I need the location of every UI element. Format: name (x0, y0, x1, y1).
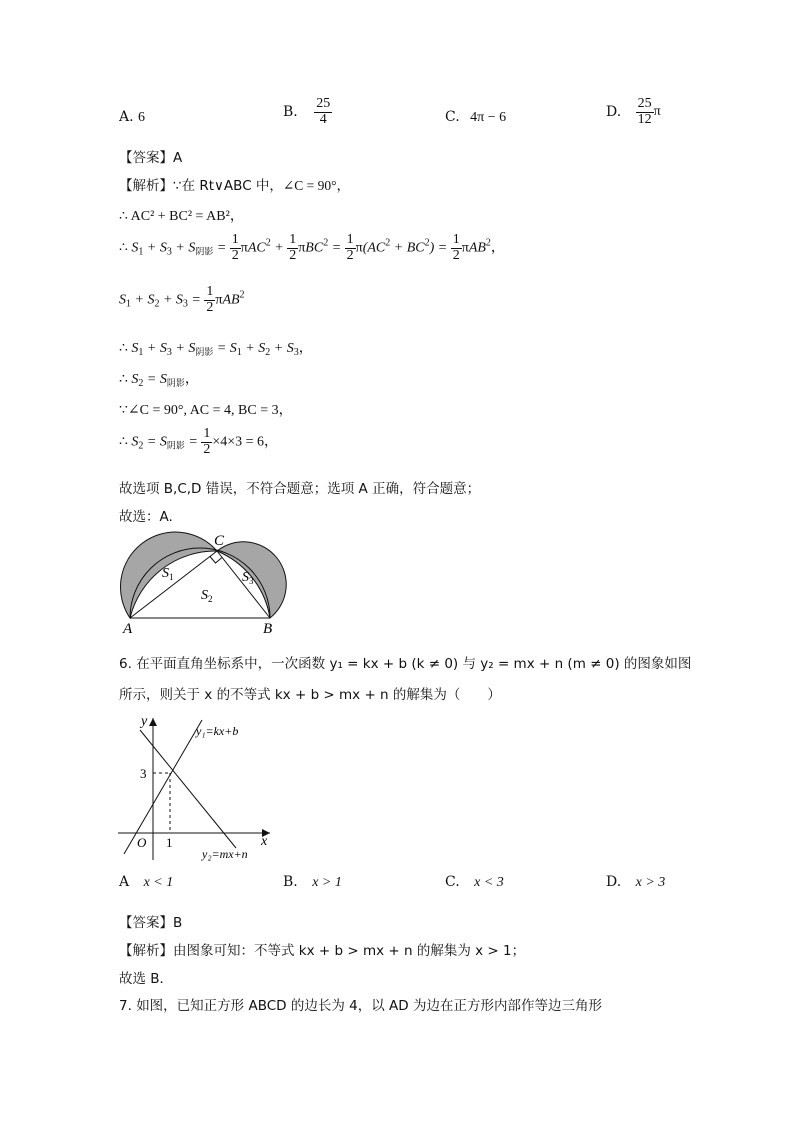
figure-linear-graph (112, 708, 282, 866)
axis-y-label: y (141, 714, 148, 729)
option-label: A. (119, 109, 134, 125)
q5-option-c (445, 109, 506, 126)
analysis-text: 由图象可知：不等式 kx + b > mx + n 的解集为 x > 1； (173, 943, 526, 959)
fraction-numerator: 25 (316, 96, 331, 111)
analysis-tag: 【解析】 (119, 943, 173, 959)
q5-analysis-line-4: $S_1 + S_2 + S_3$ = $\frac{1}{2}$ πAB$^2$ (119, 284, 245, 315)
q5-option-a (119, 109, 145, 126)
option-label: D. (606, 874, 622, 890)
option-label: A (119, 874, 130, 890)
tick-3: 3 (140, 766, 147, 781)
question-number: 7. (119, 998, 132, 1014)
q6-answer-line (119, 911, 182, 931)
option-value: x < 3 (474, 875, 504, 890)
q6-option-a (119, 874, 173, 891)
analysis-text: ∵在 Rt∨ABC 中， (173, 178, 283, 194)
y-axis-arrow (149, 718, 157, 726)
q5-analysis-line-3: ∴ $S_1 + S_3 + S_{阴影}$ = $\frac{1}{2}$ πAC$^2$ + $\frac{1}{2}$ πBC$^2$ = $\frac{1}{2}$ $\pi(AC^2 + BC^2)$ = $\frac{1}{2}$ πAB$^2$， (119, 232, 505, 263)
option-value: x > 3 (635, 875, 666, 890)
q6-line-1 (119, 652, 691, 672)
q5-choose: 故选：A. (119, 509, 173, 525)
figure-semicircles (112, 525, 297, 637)
question-text: 如图，已知正方形 ABCD 的边长为 4，以 AD 为边在正方形内部作等边三角形 (136, 998, 602, 1014)
q5-conclusion: 故选项 B,C,D 错误，不符合题意；选项 A 正确，符合题意； (119, 481, 481, 497)
q5-analysis-line-1 (119, 174, 350, 194)
option-value: 6 (138, 110, 146, 125)
option-label: C. (445, 109, 460, 125)
option-value: 4π − 6 (470, 110, 507, 125)
axis-x-label: x (261, 834, 268, 849)
label-s3: $S_3$ (242, 570, 254, 586)
label-b: B (263, 621, 273, 637)
analysis-tag: 【解析】 (119, 178, 173, 194)
q6-option-d (606, 874, 665, 891)
option-label: D. (606, 104, 622, 121)
answer-tag: 【答案】 (119, 915, 173, 931)
line-y2 (140, 730, 236, 848)
fraction-denominator: 4 (319, 111, 327, 127)
option-fraction (636, 97, 654, 127)
fraction-denominator: 12 (637, 111, 652, 127)
option-label: C. (445, 874, 460, 890)
q5-analysis-line-6: ∴ $S_2 = S_{阴影}$， (119, 372, 199, 389)
option-value: x < 1 (143, 875, 174, 890)
q6-choose: 故选 B． (119, 971, 174, 987)
q5-analysis-line-8: ∴ $S_2 = S_{阴影}$ = $\frac{1}{2}$ ×4×3 = 6， (119, 426, 279, 457)
line-y2-label: y₂=mx+n (202, 847, 248, 861)
q5-answer-line (119, 146, 182, 166)
option-value: x > 1 (312, 875, 342, 890)
option-label: B. (283, 104, 298, 121)
option-fraction (314, 97, 332, 127)
tick-1: 1 (166, 835, 173, 850)
label-s1: $S_1$ (162, 566, 174, 582)
answer-value: A (173, 150, 183, 166)
q7-line-1 (119, 994, 602, 1014)
option-label: B. (283, 874, 298, 890)
q5-analysis-line-5: ∴ $S_1 + S_3 + S_{阴影} = S_1 + S_2 + S_3$， (119, 341, 313, 358)
q5-analysis-line-7: ∵∠C = 90°, AC = 4, BC = 3， (119, 403, 293, 418)
q6-line-2: 所示，则关于 x 的不等式 kx + b > mx + n 的解集为（ ） (119, 687, 501, 703)
label-s2: $S_2$ (201, 588, 213, 604)
q6-option-b (283, 874, 342, 891)
q5-option-d (606, 97, 661, 127)
q6-option-c (445, 874, 504, 891)
q5-option-b (283, 97, 332, 127)
question-text: 在平面直角坐标系中，一次函数 y₁ = kx + b (k ≠ 0) 与 y₂ = mx + n (m ≠ 0) 的图象如图 (136, 656, 692, 672)
answer-value: B (173, 915, 183, 931)
label-c: C (214, 533, 225, 549)
origin-label: O (137, 835, 147, 850)
right-angle-mark (210, 557, 222, 564)
q6-analysis-line (119, 939, 525, 959)
analysis-math: ∠C = 90°， (282, 178, 350, 193)
fraction-numerator: 25 (637, 96, 652, 111)
answer-tag: 【答案】 (119, 150, 173, 166)
label-a: A (123, 621, 133, 637)
q5-analysis-line-2: ∴ AC² + BC² = AB²， (119, 209, 244, 224)
line-y1 (124, 720, 202, 854)
fraction-tail: π (653, 104, 661, 120)
question-number: 6. (119, 656, 132, 672)
line-y1-label: y₁=kx+b (196, 724, 239, 738)
